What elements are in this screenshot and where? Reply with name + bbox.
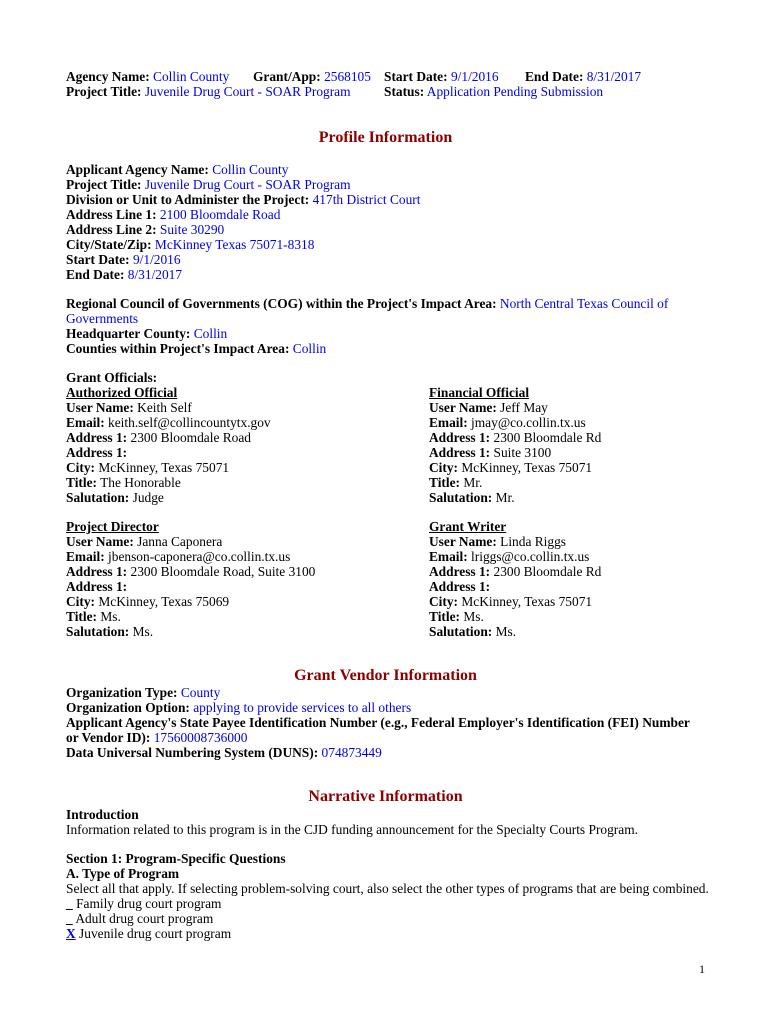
field-value: Collin County bbox=[212, 162, 289, 177]
title-field bbox=[66, 475, 429, 490]
field-label: End Date: bbox=[66, 267, 125, 282]
field-label: Email: bbox=[429, 549, 468, 564]
block-title: Grant Writer bbox=[429, 519, 507, 534]
block-title: Project Director bbox=[66, 519, 159, 534]
profile-section-heading: Profile Information bbox=[318, 129, 453, 146]
field-value: Suite 3100 bbox=[493, 445, 552, 460]
checkbox-mark: _ bbox=[66, 896, 73, 911]
address-1b-field bbox=[429, 445, 705, 460]
field-value: 2100 Bloomdale Road bbox=[159, 207, 281, 222]
field-value: Keith Self bbox=[137, 400, 192, 415]
field-label: Salutation: bbox=[66, 624, 130, 639]
field-value: Mr. bbox=[463, 475, 483, 490]
field-value: County bbox=[180, 685, 221, 700]
state-payee-id-field bbox=[66, 715, 705, 745]
financial-official-block bbox=[429, 385, 705, 505]
field-label: City: bbox=[66, 460, 96, 475]
field-label: Division or Unit to Administer the Project: bbox=[66, 192, 310, 207]
field-value: 2300 Bloomdale Road bbox=[130, 430, 252, 445]
cog-field bbox=[66, 296, 705, 326]
field-label: Title: bbox=[66, 475, 97, 490]
field-value: 17560008736000 bbox=[153, 730, 248, 745]
field-value: 2300 Bloomdale Rd bbox=[493, 430, 602, 445]
field-value: lriggs@co.collin.tx.us bbox=[471, 549, 590, 564]
field-value: 2300 Bloomdale Rd bbox=[493, 564, 602, 579]
user-name-field bbox=[429, 400, 705, 415]
field-label: Email: bbox=[66, 549, 105, 564]
field-label: Address 1: bbox=[429, 579, 491, 594]
field-label: Address 1: bbox=[429, 564, 491, 579]
project-title-value: Juvenile Drug Court - SOAR Program bbox=[144, 84, 351, 99]
profile-start-date-field bbox=[66, 252, 705, 267]
organization-type-field bbox=[66, 685, 705, 700]
title-field bbox=[66, 609, 429, 624]
page-number: 1 bbox=[699, 962, 705, 976]
option-juvenile-drug-court bbox=[66, 926, 705, 941]
field-label: Organization Option: bbox=[66, 700, 190, 715]
field-label: User Name: bbox=[429, 534, 497, 549]
email-field bbox=[429, 549, 705, 564]
field-value: Judge bbox=[132, 490, 164, 505]
field-value: Collin bbox=[292, 341, 327, 356]
grant-officials-section bbox=[66, 370, 705, 639]
field-label: Address 1: bbox=[429, 430, 491, 445]
option-family-drug-court bbox=[66, 896, 705, 911]
field-value: 9/1/2016 bbox=[132, 252, 181, 267]
field-label: Address 1: bbox=[429, 445, 491, 460]
field-label: City: bbox=[429, 594, 459, 609]
city-field bbox=[66, 460, 429, 475]
city-state-zip-field bbox=[66, 237, 705, 252]
division-unit-field bbox=[66, 192, 705, 207]
salutation-field bbox=[66, 624, 429, 639]
city-field bbox=[429, 594, 705, 609]
grant-app-field bbox=[253, 69, 371, 84]
user-name-field bbox=[66, 400, 429, 415]
end-date-label: End Date: bbox=[525, 69, 584, 84]
officials-grid bbox=[66, 385, 705, 639]
status-value: Application Pending Submission bbox=[426, 84, 604, 99]
address-1-field bbox=[66, 564, 429, 579]
field-label: Salutation: bbox=[429, 490, 493, 505]
email-field bbox=[429, 415, 705, 430]
salutation-field bbox=[429, 624, 705, 639]
checkbox-mark: _ bbox=[66, 911, 73, 926]
field-label: User Name: bbox=[429, 400, 497, 415]
option-label: Adult drug court program bbox=[75, 911, 214, 926]
start-date-field bbox=[384, 69, 499, 84]
project-title-field bbox=[66, 84, 351, 99]
field-label: Salutation: bbox=[429, 624, 493, 639]
field-label: Regional Council of Governments (COG) within the Project's Impact Area: bbox=[66, 296, 497, 311]
field-value: McKinney Texas 75071-8318 bbox=[154, 237, 315, 252]
salutation-field bbox=[429, 490, 705, 505]
field-label: Title: bbox=[429, 475, 460, 490]
field-value: Ms. bbox=[132, 624, 154, 639]
field-value: 074873449 bbox=[321, 745, 382, 760]
email-field bbox=[66, 549, 429, 564]
status-label: Status: bbox=[384, 84, 425, 99]
field-value: Linda Riggs bbox=[500, 534, 566, 549]
city-field bbox=[66, 594, 429, 609]
address-line-1-field bbox=[66, 207, 705, 222]
field-value: Ms. bbox=[463, 609, 484, 624]
field-label: User Name: bbox=[66, 400, 134, 415]
field-label: Address 1: bbox=[66, 445, 128, 460]
email-field bbox=[66, 415, 429, 430]
address-1b-field bbox=[66, 579, 429, 594]
option-adult-drug-court bbox=[66, 911, 705, 926]
document-content bbox=[66, 69, 709, 941]
field-label: City: bbox=[429, 460, 459, 475]
field-label: Project Title: bbox=[66, 177, 142, 192]
cog-group bbox=[66, 296, 705, 356]
field-label: Applicant Agency's State Payee Identification Number (e.g., Federal Employer's Identification (FEI) Number or Vendor ID): bbox=[66, 715, 690, 745]
block-title: Authorized Official bbox=[66, 385, 178, 400]
field-label: Address 1: bbox=[66, 564, 128, 579]
user-name-field bbox=[66, 534, 429, 549]
field-value: Collin bbox=[193, 326, 228, 341]
field-label: Applicant Agency Name: bbox=[66, 162, 209, 177]
field-label: Data Universal Numbering System (DUNS): bbox=[66, 745, 319, 760]
grant-writer-block bbox=[429, 519, 705, 639]
address-1b-field bbox=[66, 445, 429, 460]
field-value: Ms. bbox=[100, 609, 121, 624]
status-field bbox=[384, 84, 603, 99]
field-value: jmay@co.collin.tx.us bbox=[471, 415, 586, 430]
field-label: City/State/Zip: bbox=[66, 237, 152, 252]
question-a-instructions: Select all that apply. If selecting problem-solving court, also select the other types of programs that are being combined. bbox=[66, 881, 709, 896]
field-label: Start Date: bbox=[66, 252, 130, 267]
field-value: Janna Caponera bbox=[137, 534, 223, 549]
city-field bbox=[429, 460, 705, 475]
field-value: McKinney, Texas 75071 bbox=[461, 594, 593, 609]
field-label: Title: bbox=[66, 609, 97, 624]
title-field bbox=[429, 609, 705, 624]
start-date-label: Start Date: bbox=[384, 69, 448, 84]
agency-name-label: Agency Name: bbox=[66, 69, 150, 84]
field-value: Suite 30290 bbox=[159, 222, 225, 237]
title-field bbox=[429, 475, 705, 490]
field-label: Title: bbox=[429, 609, 460, 624]
field-value: 8/31/2017 bbox=[127, 267, 183, 282]
field-label: Email: bbox=[429, 415, 468, 430]
field-value: Ms. bbox=[495, 624, 517, 639]
agency-name-field bbox=[66, 69, 229, 84]
narrative-section-heading: Narrative Information bbox=[308, 788, 463, 805]
vendor-section-heading: Grant Vendor Information bbox=[294, 667, 477, 684]
option-label: Juvenile drug court program bbox=[79, 926, 232, 941]
profile-project-title-field bbox=[66, 177, 705, 192]
field-value: North Central Texas Council of Governments bbox=[66, 296, 669, 326]
field-value: McKinney, Texas 75071 bbox=[98, 460, 230, 475]
field-value: Juvenile Drug Court - SOAR Program bbox=[144, 177, 351, 192]
field-value: Jeff May bbox=[500, 400, 548, 415]
introduction-text: Information related to this program is in the CJD funding announcement for the Specialty Courts Program. bbox=[66, 822, 638, 837]
field-value: McKinney, Texas 75069 bbox=[98, 594, 230, 609]
field-value: jbenson-caponera@co.collin.tx.us bbox=[108, 549, 291, 564]
grant-app-value: 2568105 bbox=[324, 69, 371, 84]
field-label: City: bbox=[66, 594, 96, 609]
headquarter-county-field bbox=[66, 326, 705, 341]
address-1-field bbox=[429, 564, 705, 579]
applicant-agency-name-field bbox=[66, 162, 705, 177]
field-value: McKinney, Texas 75071 bbox=[461, 460, 593, 475]
counties-impact-area-field bbox=[66, 341, 705, 356]
project-title-label: Project Title: bbox=[66, 84, 142, 99]
agency-name-value: Collin County bbox=[153, 69, 230, 84]
header-row-2 bbox=[66, 84, 705, 99]
field-label: Counties within Project's Impact Area: bbox=[66, 341, 290, 356]
salutation-field bbox=[66, 490, 429, 505]
start-date-value: 9/1/2016 bbox=[450, 69, 499, 84]
end-date-value: 8/31/2017 bbox=[586, 69, 642, 84]
authorized-official-block bbox=[66, 385, 429, 505]
field-label: Salutation: bbox=[66, 490, 130, 505]
duns-field bbox=[66, 745, 705, 760]
field-value: The Honorable bbox=[100, 475, 181, 490]
field-label: Address Line 1: bbox=[66, 207, 157, 222]
address-line-2-field bbox=[66, 222, 705, 237]
field-value: applying to provide services to all others bbox=[193, 700, 412, 715]
field-label: Organization Type: bbox=[66, 685, 178, 700]
grant-officials-heading: Grant Officials: bbox=[66, 370, 158, 385]
question-a-title: A. Type of Program bbox=[66, 866, 180, 881]
header-row-1 bbox=[66, 69, 705, 84]
user-name-field bbox=[429, 534, 705, 549]
checkbox-mark-selected: X bbox=[66, 926, 76, 941]
address-1-field bbox=[429, 430, 705, 445]
option-label: Family drug court program bbox=[76, 896, 222, 911]
field-value: keith.self@collincountytx.gov bbox=[108, 415, 271, 430]
field-value: Mr. bbox=[495, 490, 515, 505]
end-date-field bbox=[525, 69, 641, 84]
project-director-block bbox=[66, 519, 429, 639]
profile-end-date-field bbox=[66, 267, 705, 282]
grant-app-label: Grant/App: bbox=[253, 69, 321, 84]
introduction-title: Introduction bbox=[66, 807, 139, 822]
field-label: Address 1: bbox=[66, 579, 128, 594]
field-label: Headquarter County: bbox=[66, 326, 191, 341]
section-1-title: Section 1: Program-Specific Questions bbox=[66, 851, 286, 866]
field-value: 2300 Bloomdale Road, Suite 3100 bbox=[130, 564, 316, 579]
field-label: Address Line 2: bbox=[66, 222, 157, 237]
block-title: Financial Official bbox=[429, 385, 530, 400]
organization-option-field bbox=[66, 700, 705, 715]
address-1b-field bbox=[429, 579, 705, 594]
field-value: 417th District Court bbox=[312, 192, 421, 207]
field-label: User Name: bbox=[66, 534, 134, 549]
field-label: Email: bbox=[66, 415, 105, 430]
address-1-field bbox=[66, 430, 429, 445]
field-label: Address 1: bbox=[66, 430, 128, 445]
